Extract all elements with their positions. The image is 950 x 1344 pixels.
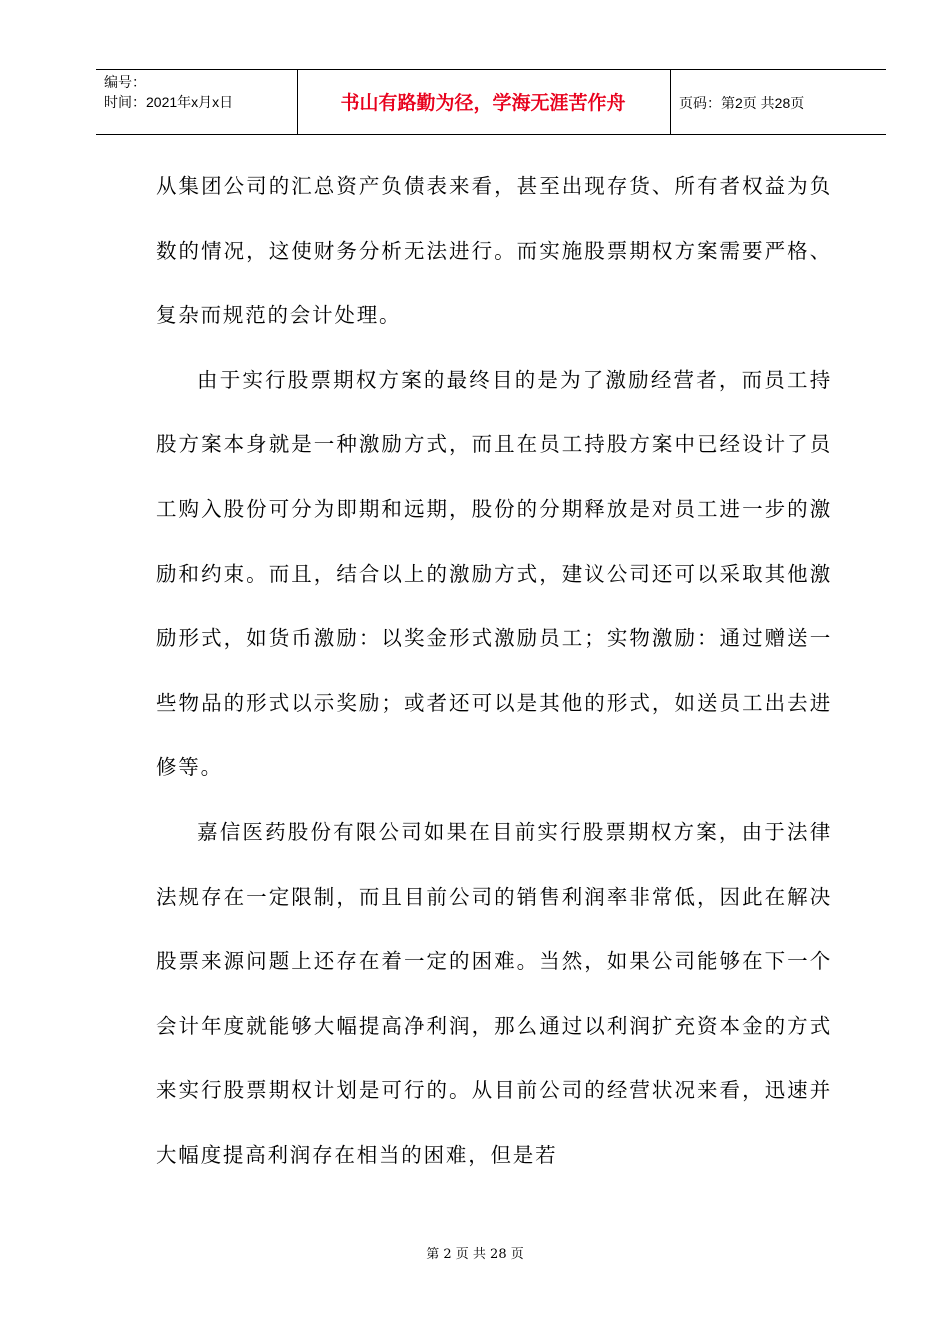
- page-header: [96, 69, 886, 135]
- document-date-label: 时间：2021年x月x日: [104, 94, 234, 110]
- body-paragraph: 由于实行股票期权方案的最终目的是为了激励经营者，而员工持股方案本身就是一种激励方式，而且在员工持股方案中已经设计了员工购入股份可分为即期和远期，股份的分期释放是对员工进一步的激励和约束。而且，结合以上的激励方式，建议公司还可以采取其他激励形式，如货币激励：以奖金形式激励员工；实物激励：通过赠送一些物品的形式以示奖励；或者还可以是其他的形式，如送员工出去进修等。: [156, 367, 832, 780]
- header-page-info: 页码：第2页 共28页: [679, 95, 805, 111]
- header-motto: 书山有路勤为径，学海无涯苦作舟: [340, 92, 626, 114]
- body-paragraph: 从集团公司的汇总资产负债表来看，甚至出现存货、所有者权益为负数的情况，这使财务分析无法进行。而实施股票期权方案需要严格、复杂而规范的会计处理。: [156, 174, 832, 328]
- page-footer: 第 2 页 共 28 页: [426, 1247, 524, 1262]
- header-meta: [104, 72, 233, 112]
- body-paragraph: 嘉信医药股份有限公司如果在目前实行股票期权方案，由于法律法规存在一定限制，而且目前公司的销售利润率非常低，因此在解决股票来源问题上还存在着一定的困难。当然，如果公司能够在下一个会计年度就能够大幅提高净利润，那么通过以利润扩充资本金的方式来实行股票期权计划是可行的。从目前公司的经营状况来看，迅速并大幅度提高利润存在相当的困难，但是若: [156, 819, 832, 1167]
- document-number-label: 编号：: [104, 74, 146, 90]
- header-divider-right: [670, 70, 671, 134]
- document-body: [156, 154, 832, 1188]
